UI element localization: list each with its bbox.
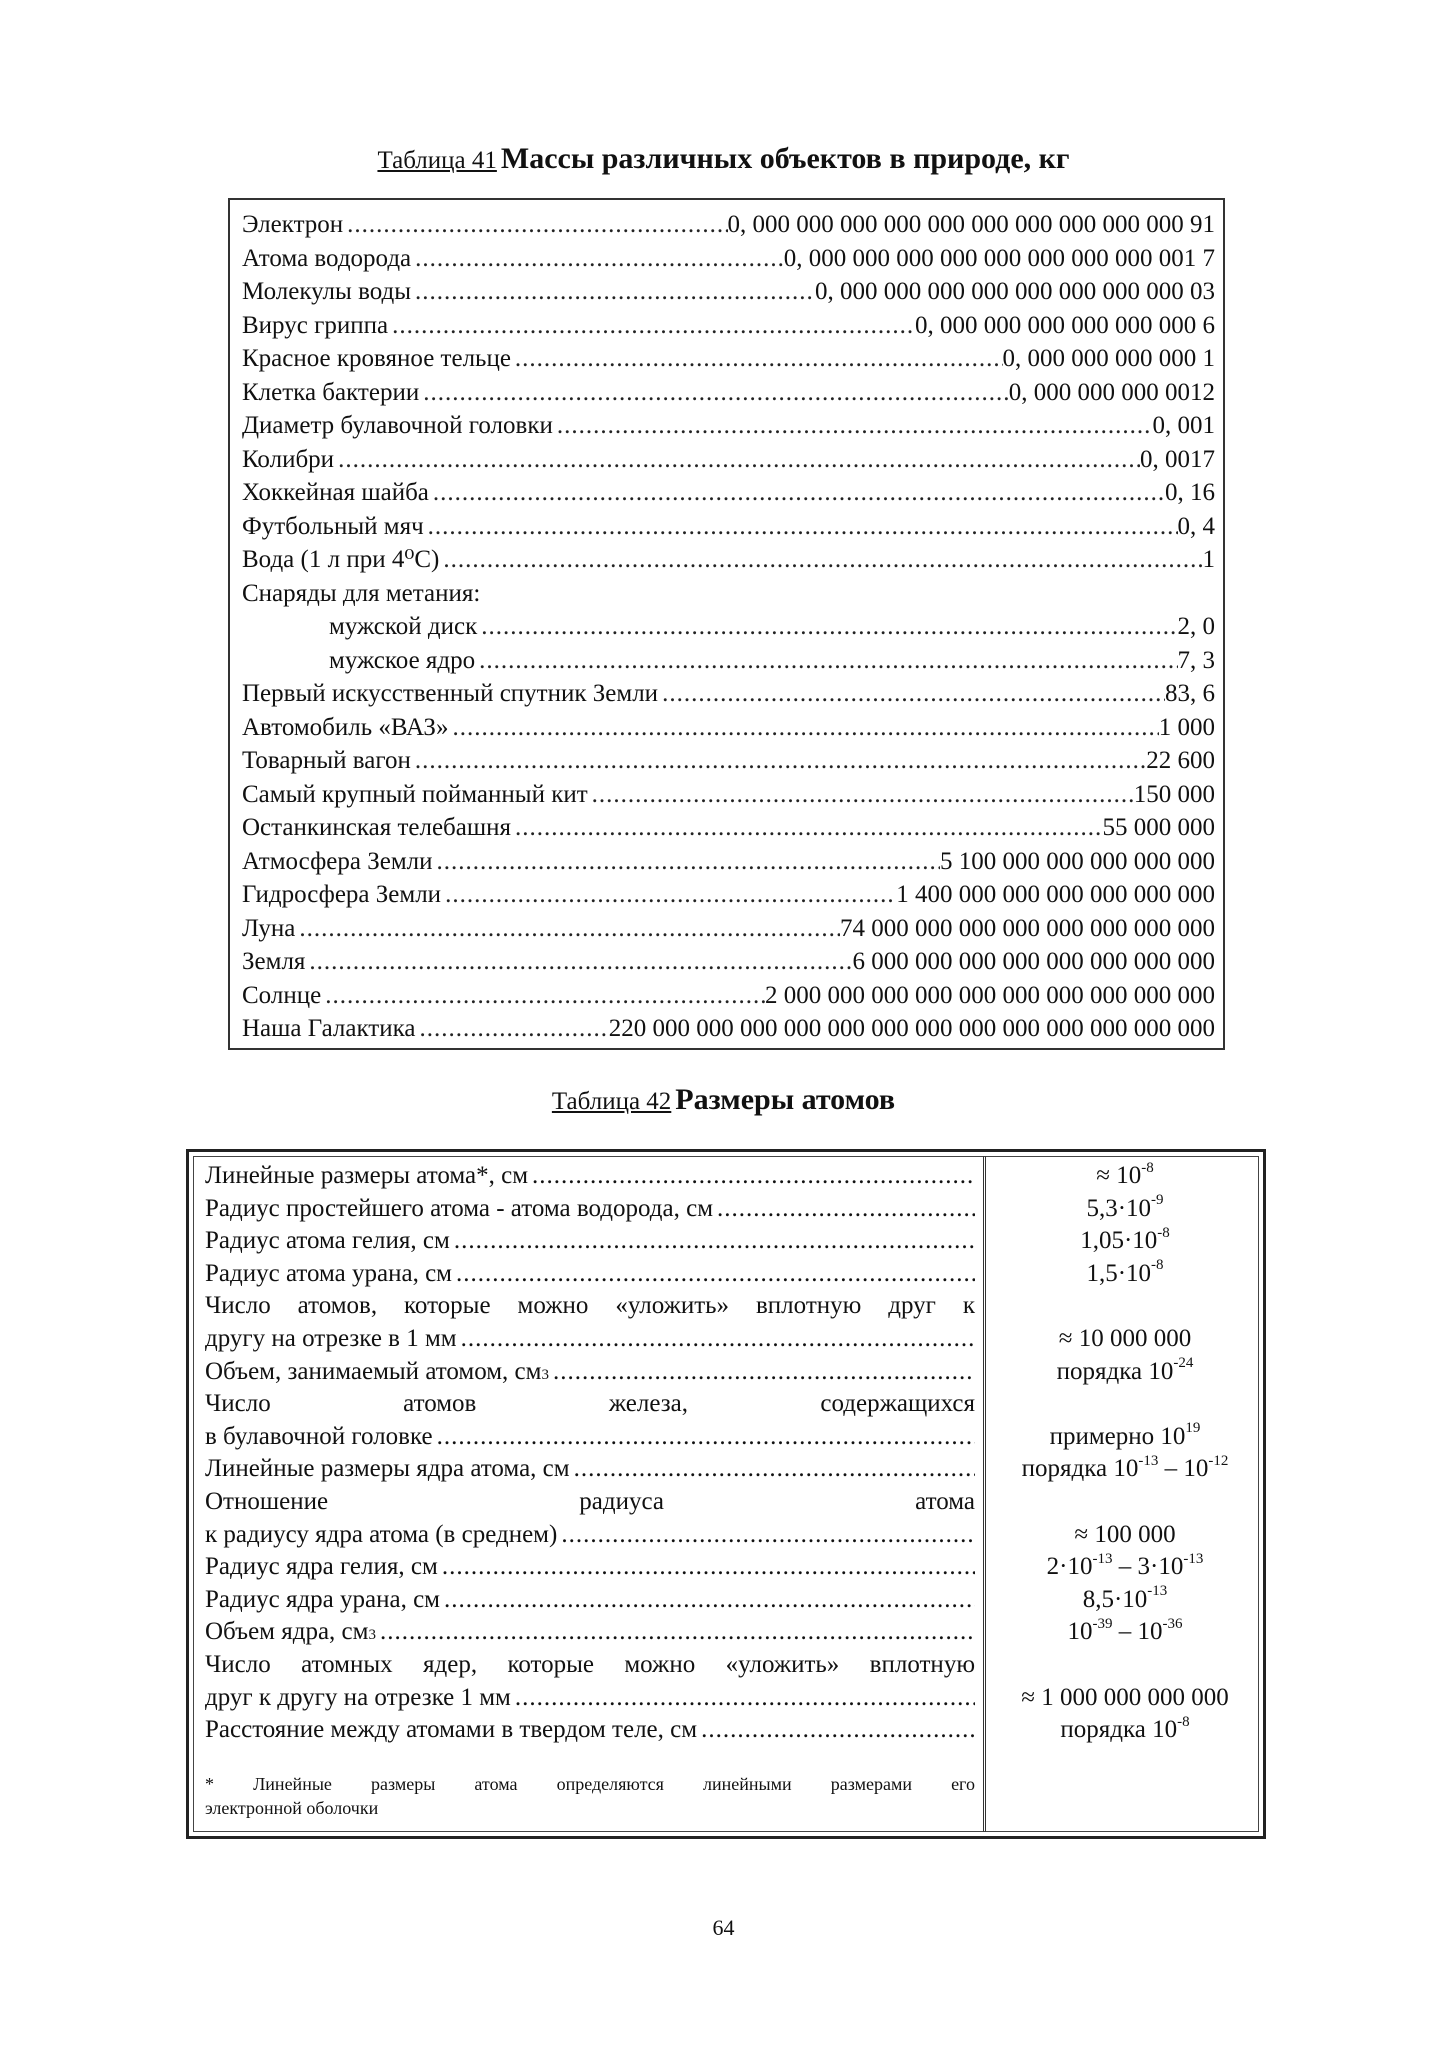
table-41-row-value: 0, 000 000 000 000 000 000 000 000 001 7 <box>783 244 1215 272</box>
table-41-row-label: Первый искусственный спутник Земли <box>242 680 659 707</box>
value-base: 1,05·10 <box>1080 1227 1158 1255</box>
table-42-value <box>989 1160 1261 1192</box>
table-42-line <box>205 1290 975 1322</box>
table-41-row-label: Атмосфера Земли <box>242 847 433 875</box>
table-41-row-label: Самый крупный пойманный кит <box>242 780 588 808</box>
table-42-line <box>205 1682 975 1714</box>
table-41-row <box>242 476 1215 510</box>
table-41-row-label: Клетка бактерии <box>242 378 420 406</box>
table-42-value <box>989 1714 1261 1746</box>
table-42-value <box>989 1356 1261 1388</box>
table-41-row-label: Вирус гриппа <box>242 311 389 339</box>
table-42-value <box>989 1453 1261 1485</box>
table-42-value <box>989 1584 1261 1616</box>
dot-leader <box>452 1258 975 1290</box>
dot-leader <box>411 275 815 309</box>
table-42-line-label: Число атомов железа, содержащихся <box>205 1390 975 1418</box>
value-exponent: -39 <box>1092 1616 1113 1633</box>
dot-leader <box>440 1584 975 1616</box>
table-42-line <box>205 1486 975 1518</box>
dot-leader <box>433 1421 975 1453</box>
table-41-row <box>242 744 1215 778</box>
table-41-row <box>242 443 1215 477</box>
table-42-line-label: другу на отрезке в 1 мм <box>205 1325 457 1352</box>
table-41-row-value: 0, 000 000 000 000 000 000 6 <box>915 311 1215 339</box>
value-base: порядка 10 <box>1056 1357 1174 1385</box>
table-42-value <box>989 1258 1261 1290</box>
table-41-row-value: 2, 0 <box>1177 613 1215 640</box>
table-41-row <box>242 208 1215 242</box>
table-41-row-label: Атома водорода <box>242 244 412 272</box>
table-41-row-value: 6 000 000 000 000 000 000 000 000 <box>852 948 1215 975</box>
table-41-row-label: Красное кровяное тельце <box>242 345 511 372</box>
table-42-column-divider <box>983 1156 986 1832</box>
value-part: 2·10 <box>1046 1553 1093 1581</box>
table-41-row-label: Земля <box>242 948 306 975</box>
table-41-row-label: Луна <box>242 914 296 942</box>
table-41-label: Таблица 41 <box>377 147 497 174</box>
table-41-row-label: Гидросфера Земли <box>242 881 442 908</box>
table-42-line-label: Линейные размеры атома*, см <box>205 1162 529 1189</box>
table-41-row-label: Хоккейная шайба <box>242 479 429 506</box>
dot-leader <box>588 778 1134 812</box>
table-41-row-label: Солнце <box>242 981 322 1009</box>
dot-leader <box>553 409 1153 443</box>
table-42-value <box>989 1323 1261 1355</box>
table-41-row-value: 83, 6 <box>1165 680 1215 707</box>
value-exponent: -9 <box>1151 1192 1164 1209</box>
dot-leader <box>441 878 896 912</box>
dot-leader <box>528 1160 975 1192</box>
table-41-row <box>242 577 1215 611</box>
table-41-row-label: Останкинская телебашня <box>242 814 512 841</box>
table-41-row <box>242 242 1215 276</box>
table-41-row <box>242 543 1215 577</box>
table-41-row <box>242 811 1215 845</box>
table-42-line-label: Радиус атома урана, см <box>205 1259 452 1287</box>
table-41-row-value: 1 <box>1202 546 1215 573</box>
table-42-value <box>989 1193 1261 1225</box>
value-base: ≈ 10 000 000 <box>1058 1325 1192 1352</box>
table-42-footnote-line-2: электронной оболочки <box>205 1798 379 1818</box>
value-exponent: 19 <box>1185 1420 1201 1437</box>
table-41-row <box>242 845 1215 879</box>
value-base: ≈ 100 000 <box>1074 1520 1176 1548</box>
table-42-line: Объем, занимаемый атомом, см 3 ..... <box>205 1356 975 1388</box>
table-41-row <box>329 644 1215 678</box>
table-42-value <box>989 1616 1261 1648</box>
value-exponent: -12 <box>1208 1453 1229 1470</box>
value-exponent: -8 <box>1157 1224 1170 1241</box>
table-42-line-label: Радиус атома гелия, см <box>205 1227 450 1255</box>
page-number: 64 <box>712 1915 735 1940</box>
value-base: 8,5·10 <box>1082 1585 1148 1613</box>
table-42-line-label: Радиус ядра урана, см <box>205 1585 440 1613</box>
dot-leader <box>511 342 1003 376</box>
dot-leader <box>419 376 1009 410</box>
table-41-row-label: Диаметр булавочной головки <box>242 412 553 439</box>
value-exponent: -8 <box>1177 1713 1190 1730</box>
dot-leader <box>439 543 1202 577</box>
table-41-row-value: 0, 001 <box>1152 412 1215 439</box>
table-42-line <box>205 1551 975 1583</box>
table-42-footnote-line-1: * Линейные размеры атома определяются линейными размерами его <box>205 1774 975 1794</box>
dot-leader <box>388 309 915 343</box>
table-42-caption <box>60 1083 1387 1117</box>
table-42-line-label: Радиус ядра гелия, см <box>205 1553 438 1581</box>
dot-leader <box>570 1453 975 1485</box>
dot-leader <box>557 1519 975 1551</box>
value-exponent: -13 <box>1138 1453 1159 1470</box>
table-42-line <box>205 1519 975 1551</box>
table-41-row <box>242 945 1215 979</box>
value-exponent: -8 <box>1141 1159 1154 1176</box>
dot-leader <box>448 711 1158 745</box>
table-41-row-label: Наша Галактика <box>242 1015 416 1042</box>
value-exponent: -36 <box>1162 1616 1183 1633</box>
value-part: порядка 10 <box>1021 1455 1139 1483</box>
table-42-line-label: в булавочной головке <box>205 1422 433 1450</box>
value-exponent: -13 <box>1183 1550 1204 1567</box>
table-41-row-label: Футбольный мяч <box>242 512 424 540</box>
table-42-line: Объем ядра, см 3 ..... <box>205 1616 975 1648</box>
table-42-line <box>205 1225 975 1257</box>
dot-leader <box>438 1551 975 1583</box>
table-41-row <box>329 610 1215 644</box>
dot-leader <box>411 744 1146 778</box>
dot-leader <box>477 610 1177 644</box>
value-part: 10 <box>1067 1618 1093 1646</box>
table-42-line-label: Число атомов, которые можно «уложить» вплотную друг к <box>205 1292 975 1320</box>
table-41-row-label: мужское ядро <box>329 646 476 674</box>
dot-leader <box>457 1323 975 1355</box>
dot-leader <box>429 476 1165 510</box>
table-42-title: Размеры атомов <box>675 1083 896 1116</box>
table-42-line <box>205 1421 975 1453</box>
value-base: порядка 10 <box>1060 1716 1178 1744</box>
table-42-line <box>205 1323 975 1355</box>
dot-leader <box>697 1714 975 1746</box>
table-41-row <box>242 1012 1215 1046</box>
dot-leader <box>511 811 1102 845</box>
table-42-line-label: Объем ядра, см <box>205 1618 369 1646</box>
table-41-caption <box>60 142 1387 176</box>
table-41-row-label: Товарный вагон <box>242 747 411 774</box>
table-42-line-label: Линейные размеры ядра атома, см <box>205 1455 570 1483</box>
table-41-row <box>242 409 1215 443</box>
table-42-atom-sizes <box>186 1149 1266 1839</box>
table-41-row-value: 1 400 000 000 000 000 000 000 <box>896 881 1215 908</box>
dot-leader <box>334 443 1140 477</box>
dot-leader <box>343 208 727 242</box>
table-41-row <box>242 912 1215 946</box>
table-42-line <box>205 1453 975 1485</box>
table-41-row-label: Вода (1 л при 4⁰С) <box>242 546 440 573</box>
table-41-masses <box>228 198 1225 1050</box>
dot-leader <box>321 979 765 1013</box>
dot-leader <box>511 1682 975 1714</box>
table-42-value <box>989 1519 1261 1551</box>
table-41-row-value: 74 000 000 000 000 000 000 000 000 <box>840 914 1215 942</box>
value-base: ≈ 10 <box>1096 1162 1142 1189</box>
table-41-row-value: 150 000 <box>1133 780 1215 808</box>
table-41-row-value: 0, 000 000 000 000 000 000 000 000 000 000 91 <box>727 211 1215 238</box>
table-41-row-value: 0, 4 <box>1177 512 1215 540</box>
value-part: – 10 <box>1158 1455 1209 1483</box>
table-42-line-label: Расстояние между атомами в твердом теле, см <box>205 1716 698 1744</box>
dot-leader <box>549 1356 975 1388</box>
table-41-row <box>242 275 1215 309</box>
table-41-row <box>242 677 1215 711</box>
table-41-row-label: Колибри <box>242 445 335 473</box>
table-41-row-value: 5 100 000 000 000 000 000 <box>940 847 1215 875</box>
table-41-row-value: 7, 3 <box>1177 646 1215 674</box>
table-41-row <box>242 309 1215 343</box>
table-41-row-value: 22 600 <box>1146 747 1215 774</box>
table-42-value <box>989 1421 1261 1453</box>
dot-leader <box>475 644 1177 678</box>
table-42-line <box>205 1714 975 1746</box>
value-base: 5,3·10 <box>1086 1194 1152 1222</box>
table-42-value <box>989 1682 1261 1714</box>
value-base: ≈ 1 000 000 000 000 <box>1021 1683 1229 1711</box>
table-42-line <box>205 1649 975 1681</box>
value-part: – 3·10 <box>1112 1553 1184 1581</box>
table-42-line-label: к радиусу ядра атома (в среднем) <box>205 1520 558 1548</box>
table-41-row <box>242 376 1215 410</box>
table-41-row-value: 0, 000 000 000 0012 <box>1008 378 1215 406</box>
table-41-row <box>242 342 1215 376</box>
table-42-line <box>205 1193 975 1225</box>
table-41-row-value: 220 000 000 000 000 000 000 000 000 000 000 000 000 000 <box>608 1015 1215 1042</box>
table-42-line-label: друг к другу на отрезке 1 мм <box>205 1683 511 1711</box>
table-41-row-label: Снаряды для метания: <box>242 579 481 607</box>
table-41-row <box>242 878 1215 912</box>
dot-leader <box>411 242 784 276</box>
table-41-row <box>242 510 1215 544</box>
table-41-row-value: 2 000 000 000 000 000 000 000 000 000 000 <box>765 981 1215 1009</box>
dot-leader <box>658 677 1165 711</box>
dot-leader <box>376 1616 975 1648</box>
table-42-value <box>989 1225 1261 1257</box>
value-exponent: -13 <box>1147 1583 1168 1600</box>
table-41-row-label: Молекулы воды <box>242 278 411 305</box>
table-41-row <box>242 979 1215 1013</box>
table-42-line-label: Объем, занимаемый атомом, см <box>205 1357 542 1385</box>
table-42-line <box>205 1584 975 1616</box>
value-part: – 10 <box>1112 1618 1163 1646</box>
table-41-row-label: Автомобиль «ВАЗ» <box>242 713 449 741</box>
dot-leader <box>415 1012 608 1046</box>
table-41-row-label: Электрон <box>242 211 344 238</box>
value-exponent: -8 <box>1151 1257 1164 1274</box>
table-42-line-label: Число атомных ядер, которые можно «уложить» вплотную <box>205 1651 975 1678</box>
value-base: примерно 10 <box>1049 1422 1186 1450</box>
table-41-title: Массы различных объектов в природе, кг <box>500 142 1070 175</box>
table-42-line-label: Радиус простейшего атома - атома водорода, см <box>205 1194 714 1222</box>
table-42-label: Таблица 42 <box>551 1088 672 1115</box>
dot-leader <box>305 945 852 979</box>
table-42-line <box>205 1388 975 1420</box>
table-42-line <box>205 1160 975 1192</box>
dot-leader <box>450 1225 975 1257</box>
table-41-row-value: 0, 000 000 000 000 000 000 000 000 03 <box>815 278 1215 305</box>
table-41-row <box>242 778 1215 812</box>
dot-leader <box>713 1193 975 1225</box>
table-42-line-label: Отношение радиуса атома <box>205 1488 975 1515</box>
table-42-line <box>205 1258 975 1290</box>
dot-leader <box>433 845 940 879</box>
dot-leader <box>295 912 840 946</box>
table-41-row-value: 1 000 <box>1158 713 1215 741</box>
table-41-row-value: 0, 0017 <box>1140 445 1215 473</box>
table-41-row-value: 55 000 000 <box>1102 814 1215 841</box>
table-41-row <box>242 711 1215 745</box>
value-exponent: -13 <box>1092 1550 1113 1567</box>
value-exponent: -24 <box>1173 1355 1194 1372</box>
table-41-row-value: 0, 16 <box>1165 479 1215 506</box>
dot-leader <box>424 510 1178 544</box>
table-41-row-value: 0, 000 000 000 000 1 <box>1002 345 1215 372</box>
table-41-row-label: мужской диск <box>329 613 478 640</box>
value-base: 1,5·10 <box>1086 1259 1152 1287</box>
table-42-value <box>989 1551 1261 1583</box>
